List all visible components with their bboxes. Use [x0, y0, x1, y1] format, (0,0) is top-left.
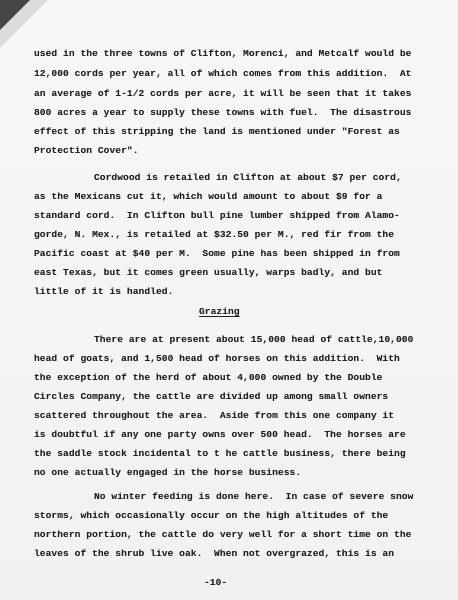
text-line: northern portion, the cattle do very well for a short time on the: [34, 529, 412, 540]
text-line: leaves of the shrub live oak. When not overgrazed, this is an: [34, 548, 395, 559]
text-line: storms, which occasionally occur on the high altitudes of the: [34, 510, 389, 521]
text-line: no one actually engaged in the horse business.: [34, 467, 302, 478]
text-line: There are at present about 15,000 head of cattle,10,000: [94, 334, 414, 345]
section-heading: Grazing: [199, 306, 240, 317]
text-line: standard cord. In Clifton bull pine lumber shipped from Alamo-: [34, 210, 400, 221]
text-line: effect of this stripping the land is mentioned under "Forest as: [34, 126, 400, 137]
text-line: east Texas, but it comes green usually, warps badly, and but: [34, 267, 383, 278]
text-line: gorde, N. Mex., is retailed at $32.50 per M., red fir from the: [34, 229, 395, 240]
text-line: No winter feeding is done here. In case of severe snow: [94, 491, 414, 502]
text-line: Cordwood is retailed in Clifton at about $7 per cord,: [94, 172, 402, 183]
text-line: used in the three towns of Clifton, Morenci, and Metcalf would be: [34, 48, 412, 59]
text-line: head of goats, and 1,500 head of horses on this addition. With: [34, 353, 400, 364]
text-line: the saddle stock incidental to t he cattle business, there being: [34, 448, 406, 459]
text-line: 12,000 cords per year, all of which comes from this addition. At: [34, 68, 412, 79]
text-line: scattered throughout the area. Aside from this one company it: [34, 410, 395, 421]
text-line: little of it is handled.: [34, 286, 174, 297]
page-number: -10-: [204, 577, 228, 588]
text-line: Protection Cover".: [34, 145, 139, 156]
text-line: 800 acres a year to supply these towns with fuel. The disastrous: [34, 107, 412, 118]
text-line: the exception of the herd of about 4,000 owned by the Double: [34, 372, 383, 383]
text-line: Pacific coast at $40 per M. Some pine has been shipped in from: [34, 248, 400, 259]
text-line: Circles Company, the cattle are divided up among small owners: [34, 391, 389, 402]
text-line: as the Mexicans cut it, which would amount to about $9 for a: [34, 191, 383, 202]
text-line: an average of 1-1/2 cords per acre, it will be seen that it takes: [34, 88, 412, 99]
text-line: is doubtful if any one party owns over 500 head. The horses are: [34, 429, 406, 440]
